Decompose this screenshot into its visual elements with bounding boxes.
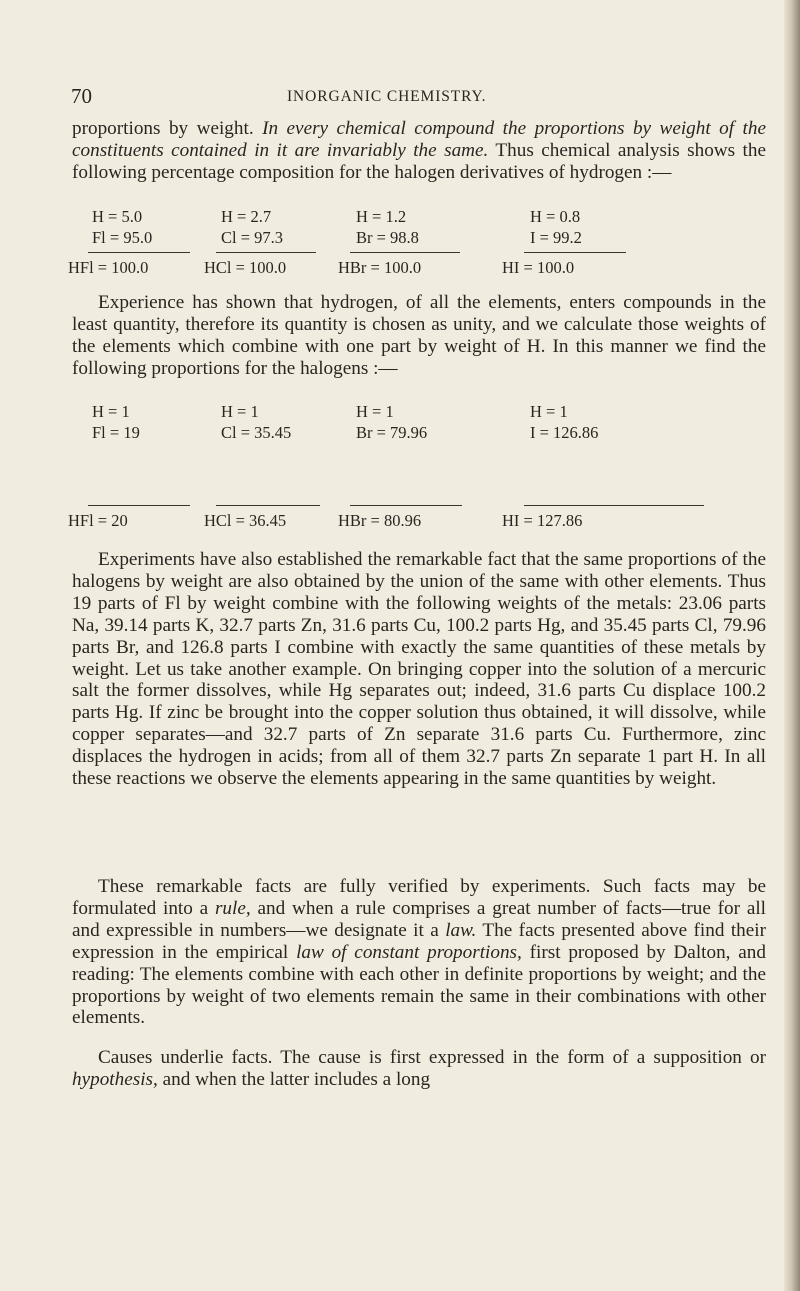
cell-iodine: I = 99.2 (530, 228, 582, 247)
cell-chlorine: Cl = 97.3 (221, 228, 284, 247)
cell-hcl-hydrogen: H = 2.7 (221, 207, 272, 226)
sum-rule (88, 505, 190, 506)
running-head: INORGANIC CHEMISTRY. (287, 88, 487, 105)
intro-italic-statement: In every chemical compound the proportions by weight of the constituents contained in it are invariably the same. (72, 118, 766, 161)
cell-hcl-total: HCl = 36.45 (204, 511, 287, 530)
causes-paragraph (72, 1047, 766, 1091)
sum-rule (216, 252, 316, 253)
cell-bromine: Br = 98.8 (356, 228, 419, 247)
table-row-hydrogen (0, 402, 784, 422)
book-spine-edge (784, 0, 800, 1291)
sum-rule (524, 252, 626, 253)
sum-rule (350, 505, 462, 506)
intro-rest: Thus chemical analysis shows the following percentage composition for the halogen derivatives of hydrogen :— (72, 139, 766, 183)
cell-hf-total: HFl = 100.0 (68, 258, 149, 277)
cell-hbr-hydrogen: H = 1.2 (356, 207, 407, 226)
sum-rule (216, 505, 320, 506)
causes-text-1: Causes underlie facts. The cause is first expressed in the form of a supposition or (98, 1047, 766, 1068)
term-rule: rule, (214, 897, 251, 919)
law-text-4: first proposed by Dalton, and reading: The elements combine with each other in definite proportions by weight; and the proportions by weight of two elements remain the same in their combinations with other elements. (72, 941, 766, 1029)
page-header (0, 84, 784, 108)
cell-hf-hydrogen: H = 5.0 (92, 207, 143, 226)
cell-hcl-hydrogen: H = 1 (221, 402, 259, 421)
experiments-paragraph: Experiments have also established the remarkable fact that the same proportions of the halogens by weight are also obtained by the union of the same with other elements. Thus 19 parts of Fl by weight combine with the following weights of the metals: 23.06 parts Na, 39.14 parts K, 32.7 parts Zn, 31.6 parts Cu, 100.2 parts Hg, and 35.45 parts Cl, 79.96 parts Br, and 126.8 parts I combine with exactly the same quantities of these metals by weight. Let us take another example. On bringing copper into the solution of a mercuric salt the former dissolves, while Hg separates out; indeed, 31.6 parts Cu displace 100.2 parts Hg. If zinc be brought into the copper solution thus obtained, it will dissolve, while copper separates—and 32.7 parts of Zn separate 31.6 parts Cu. Furthermore, zinc displaces the hydrogen in acids; from all of them 32.7 parts Zn separate 1 part H. In all these reactions we observe the elements appearing in the same quantities by weight. (72, 549, 766, 790)
table-row-total (0, 511, 784, 531)
law-text-2: and when a rule comprises a great number of facts—true for all and expressible in numbers—we designate it a (72, 897, 767, 941)
causes-text-2: and when the latter includes a long (162, 1068, 431, 1090)
cell-hbr-hydrogen: H = 1 (356, 402, 394, 421)
term-law-of-constant-proportions: law of constant proportions, (296, 941, 522, 963)
cell-hi-hydrogen: H = 1 (530, 402, 568, 421)
law-text-1: These remarkable facts are fully verified by experiments. Such facts may be formulated into a (72, 876, 766, 919)
term-hypothesis: hypothesis, (72, 1068, 158, 1090)
cell-iodine: I = 126.86 (530, 423, 599, 442)
cell-hi-total: HI = 127.86 (502, 511, 583, 530)
cell-hbr-total: HBr = 100.0 (338, 258, 422, 277)
cell-fluorine: Fl = 95.0 (92, 228, 153, 247)
cell-bromine: Br = 79.96 (356, 423, 428, 442)
table-row-halogen (0, 228, 784, 248)
cell-hcl-total: HCl = 100.0 (204, 258, 287, 277)
sum-rule (88, 252, 190, 253)
cell-hf-total: HFl = 20 (68, 511, 128, 530)
table-row-halogen (0, 423, 784, 443)
cell-hi-total: HI = 100.0 (502, 258, 575, 277)
cell-hbr-total: HBr = 80.96 (338, 511, 422, 530)
table-row-total (0, 258, 784, 278)
sum-rule (524, 505, 704, 506)
table-row-hydrogen (0, 207, 784, 227)
cell-chlorine: Cl = 35.45 (221, 423, 292, 442)
cell-hf-hydrogen: H = 1 (92, 402, 130, 421)
intro-lead: proportions by weight. (72, 118, 254, 139)
experience-paragraph: Experience has shown that hydrogen, of all the elements, enters compounds in the least quantity, therefore its quantity is chosen as unity, and we calculate those weights of the elements which combine with one part by weight of H. In this manner we find the following proportions for the halogens :— (72, 292, 766, 379)
law-paragraph (72, 876, 766, 1029)
cell-hi-hydrogen: H = 0.8 (530, 207, 581, 226)
page-number: 70 (71, 84, 92, 108)
intro-paragraph (72, 118, 766, 184)
term-law: law. (445, 919, 477, 941)
law-text-3: The facts presented above find their expression in the empirical (72, 919, 767, 963)
cell-fluorine: Fl = 19 (92, 423, 140, 442)
sum-rule (350, 252, 460, 253)
